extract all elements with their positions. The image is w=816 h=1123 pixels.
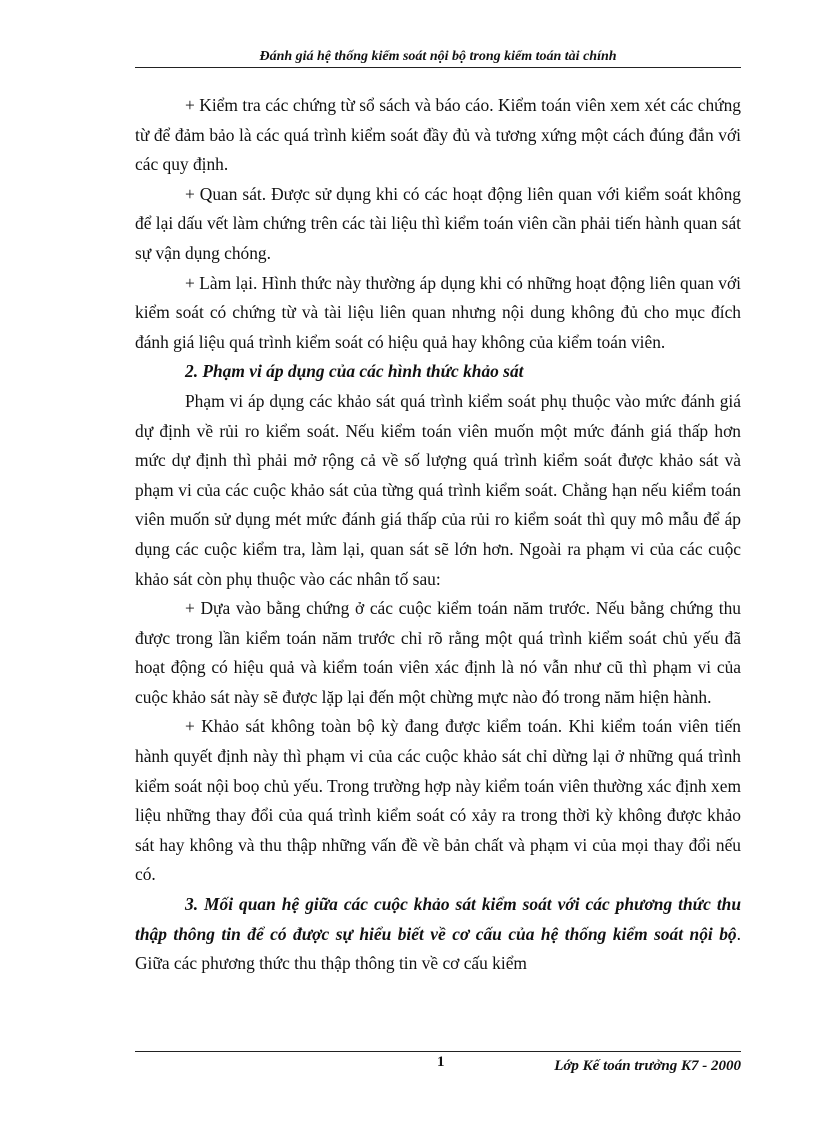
paragraph-inspect-documents: + Kiểm tra các chứng từ sổ sách và báo cáo. Kiểm toán viên xem xét các chứng từ để đảm bảo là các quá trình kiểm soát đầy đủ và tương xứng một cách đúng đắn với các quy định. <box>135 95 741 175</box>
section-heading-2: 2. Phạm vi áp dụng của các hình thức khảo sát <box>185 361 524 382</box>
footer-class-label: Lớp Kế toán trưởng K7 - 2000 <box>554 1058 741 1074</box>
paragraph-reperformance: + Làm lại. Hình thức này thường áp dụng khi có những hoạt động liên quan với kiểm soát có chứng từ và tài liệu liên quan nhưng nội dung không đủ cho mục đích đánh giá liệu quá trình kiểm soát có hiệu quả hay không của kiểm toán viên. <box>135 272 741 352</box>
page-body <box>135 91 741 979</box>
footer-divider <box>135 1051 741 1052</box>
running-header: Đánh giá hệ thống kiểm soát nội bộ trong kiểm toán tài chính <box>135 49 741 68</box>
section-3-text: . Giữa các phương thức thu thập thông tin về cơ cấu kiểm <box>135 923 741 974</box>
paragraph-observation: + Quan sát. Được sử dụng khi có các hoạt động liên quan với kiểm soát không để lại dấu vết làm chứng trên các tài liệu thì kiểm toán viên cần phải tiến hành quan sát sự vận dụng chóng. <box>135 183 741 263</box>
section-heading-3: 3. Mối quan hệ giữa các cuộc khảo sát kiểm soát với các phương thức thu thập thông tin để có được sự hiểu biết về cơ cấu của hệ thống kiểm soát nội bộ <box>135 894 741 944</box>
section-heading-3-paragraph <box>135 890 741 979</box>
page-number: 1 <box>437 1054 445 1070</box>
paragraph-prior-evidence: + Dựa vào bằng chứng ở các cuộc kiểm toán năm trước. Nếu bằng chứng thu được trong lần kiểm toán năm trước chỉ rõ rằng một quá trình kiểm soát chủ yếu đã hoạt động có hiệu quả và kiểm toán viên xác định là nó vẫn như cũ thì phạm vi của cuộc khảo sát này sẽ được lặp lại đến một chừng mực nào đó trong năm hiện hành. <box>135 598 741 707</box>
paragraph-scope: Phạm vi áp dụng các khảo sát quá trình kiểm soát phụ thuộc vào mức đánh giá dự định về rủi ro kiểm soát. Nếu kiểm toán viên muốn một mức đánh giá thấp hơn mức dự định thì phải mở rộng cả về số lượng quá trình kiểm soát được khảo sát và phạm vi của các cuộc khảo sát của từng quá trình kiểm soát. Chẳng hạn nếu kiểm toán viên muốn sử dụng mét mức đánh giá thấp của rủi ro kiểm soát thì quy mô mẫu để áp dụng các cuộc kiểm tra, làm lại, quan sát sẽ lớn hơn. Ngoài ra phạm vi của các cuộc khảo sát còn phụ thuộc vào các nhân tố sau: <box>135 390 741 589</box>
paragraph-partial-period: + Khảo sát không toàn bộ kỳ đang được kiểm toán. Khi kiểm toán viên tiến hành quyết định này thì phạm vi của các cuộc khảo sát chỉ dừng lại ở những quá trình kiểm soát nội boọ chủ yếu. Trong trường hợp này kiểm toán viên thường xác định xem liệu những thay đổi của quá trình kiểm soát có xảy ra trong thời kỳ không được khảo sát hay không và thu thập những vấn đề về bản chất và phạm vi của mọi thay đổi nếu có. <box>135 716 741 885</box>
